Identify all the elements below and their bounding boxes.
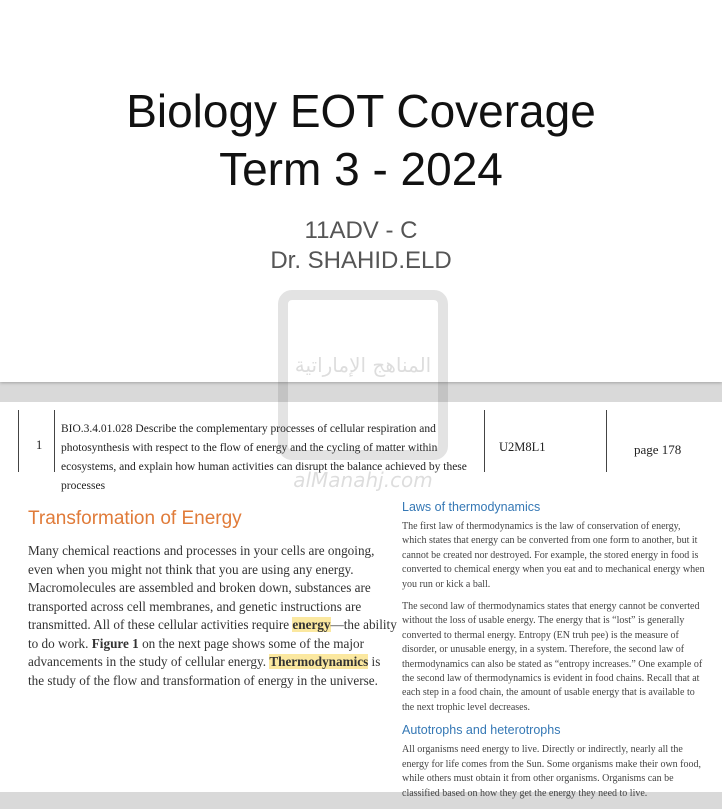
side-column: [402, 500, 706, 809]
table-divider: [18, 410, 19, 472]
slide-title-line1: Biology EOT Coverage: [126, 85, 596, 137]
textbook-page: [0, 402, 722, 799]
paragraph-text: —the ability to do work.: [28, 617, 397, 651]
paragraph-text: is the study of the flow and transformation of energy in the universe.: [28, 654, 381, 688]
row-number: 1: [36, 438, 43, 452]
table-divider: [484, 410, 485, 472]
title-slide: [0, 0, 722, 382]
paragraph-text: on the next page shows some of the major advancements in the study of cellular energy.: [28, 635, 365, 669]
table-divider: [54, 410, 55, 472]
slide-title-line2: Term 3 - 2024: [219, 143, 503, 195]
slide-subtitle: [0, 216, 722, 276]
table-divider: [606, 410, 607, 472]
figure-reference: Figure 1: [91, 635, 139, 651]
laws-paragraph-2: The second law of thermodynamics states that energy cannot be converted without the loss of usable energy. The energy that is “lost” is generally converted to thermal energy. Entropy (EN truh pee) is the measure of disorder, or unusable energy, in a system. Therefore, the second law of thermodynamics can also be stated as “entropy increases.” One example of the second law of thermodynamics is evident in food chains. Recall that at each step in a food chain, the amount of usable energy that is available to the next trophic level decreases.: [402, 601, 703, 713]
laws-paragraph-1: The first law of thermodynamics is the law of conservation of energy, which states that energy can be converted from one form to another, but it cannot be created nor destroyed. For example, the stored energy in food is converted to chemical energy when you eat and to mechanical energy when you run or kick a ball.: [402, 521, 705, 590]
teacher-name: Dr. SHAHID.ELD: [270, 247, 452, 274]
main-text-column: [28, 508, 398, 690]
autotrophs-heading: Autotrophs and heterotrophs: [402, 723, 561, 738]
page-reference: page 178: [634, 442, 682, 457]
section-heading: Transformation of Energy: [28, 508, 242, 529]
intro-paragraph: [28, 542, 398, 690]
learning-outcome-text: BIO.3.4.01.028 Describe the complementary processes of cellular respiration and photosynthesis with respect to the flow of energy and the cycling of matter within ecosystems, and explain how human activities can disrupt the balance achieved by these processes: [61, 423, 467, 492]
coverage-table-row: [18, 410, 708, 492]
autotrophs-paragraph: All organisms need energy to live. Directly or indirectly, nearly all the energy for life comes from the Sun. Some organisms make their own food, while others must obtain it from other organisms. Organisms can be classified based on how they get the energy they need to live.: [402, 744, 702, 799]
class-name: 11ADV - C: [304, 217, 418, 244]
slide-title: [0, 82, 722, 198]
highlight-energy: energy: [292, 617, 331, 632]
lesson-code: U2M8L1: [499, 440, 546, 454]
highlight-thermodynamics: Thermodynamics: [269, 654, 369, 669]
laws-heading: Laws of thermodynamics: [402, 500, 541, 514]
paragraph-text: Many chemical reactions and processes in your cells are ongoing, even when you might not think that you are using any energy. Macromolecules are assembled and broken down, substances are transported across cell membranes, and genetic instructions are transmitted. All of these cellular activities require: [28, 543, 375, 632]
